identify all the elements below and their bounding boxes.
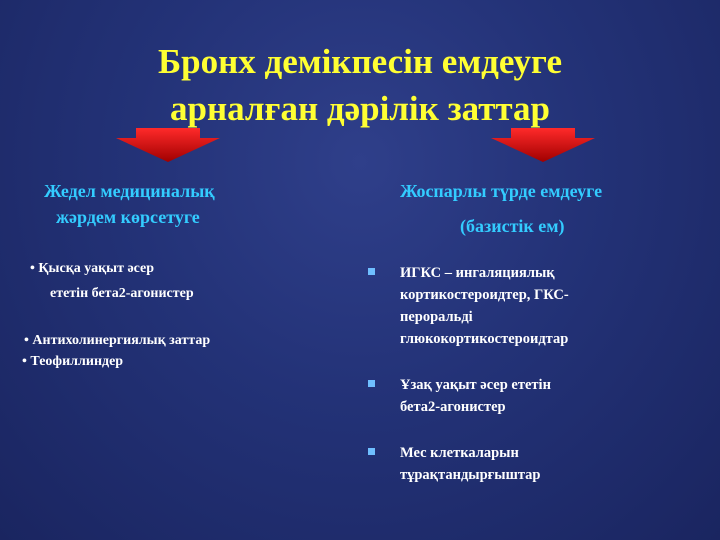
left-item-1-cont: ететін бета2-агонистер — [50, 286, 194, 301]
title-line-2: арналған дәрілік заттар — [169, 89, 551, 128]
list-item-line: тұрақтандырғыштар — [400, 467, 541, 483]
slide-title — [0, 38, 720, 132]
list-item-line: бета2-агонистер — [400, 399, 506, 415]
left-down-arrow-icon — [116, 128, 220, 162]
square-bullet-icon — [368, 268, 375, 275]
list-item — [368, 374, 698, 418]
list-item-line: ИГКС – ингаляциялық — [400, 265, 555, 281]
left-heading-line-1: Жедел медициналық — [44, 181, 215, 201]
list-item — [368, 262, 698, 350]
right-heading-line-1: Жоспарлы түрде емдеуге — [400, 181, 603, 201]
left-item-2: • Антихолинергиялық заттар — [24, 333, 211, 348]
list-item — [368, 442, 698, 486]
list-item-line: пероральді — [400, 309, 473, 325]
list-item-line: Мес клеткаларын — [400, 445, 519, 461]
square-bullet-icon — [368, 380, 375, 387]
left-item-1: • Қысқа уақыт әсер — [30, 261, 155, 276]
right-heading-line-2: (базистік ем) — [460, 216, 565, 236]
left-item-3: • Теофиллиндер — [22, 354, 124, 369]
list-item-line: кортикостероидтер, ГКС- — [400, 287, 569, 303]
list-item-line: Ұзақ уақыт әсер ететін — [400, 377, 551, 393]
right-bullet-list — [368, 262, 698, 510]
right-down-arrow-icon — [491, 128, 595, 162]
square-bullet-icon — [368, 448, 375, 455]
title-line-1: Бронх демікпесін емдеуге — [157, 42, 562, 81]
list-item-line: глюкокортикостероидтар — [400, 331, 569, 347]
left-heading-line-2: жәрдем көрсетуге — [56, 207, 200, 227]
